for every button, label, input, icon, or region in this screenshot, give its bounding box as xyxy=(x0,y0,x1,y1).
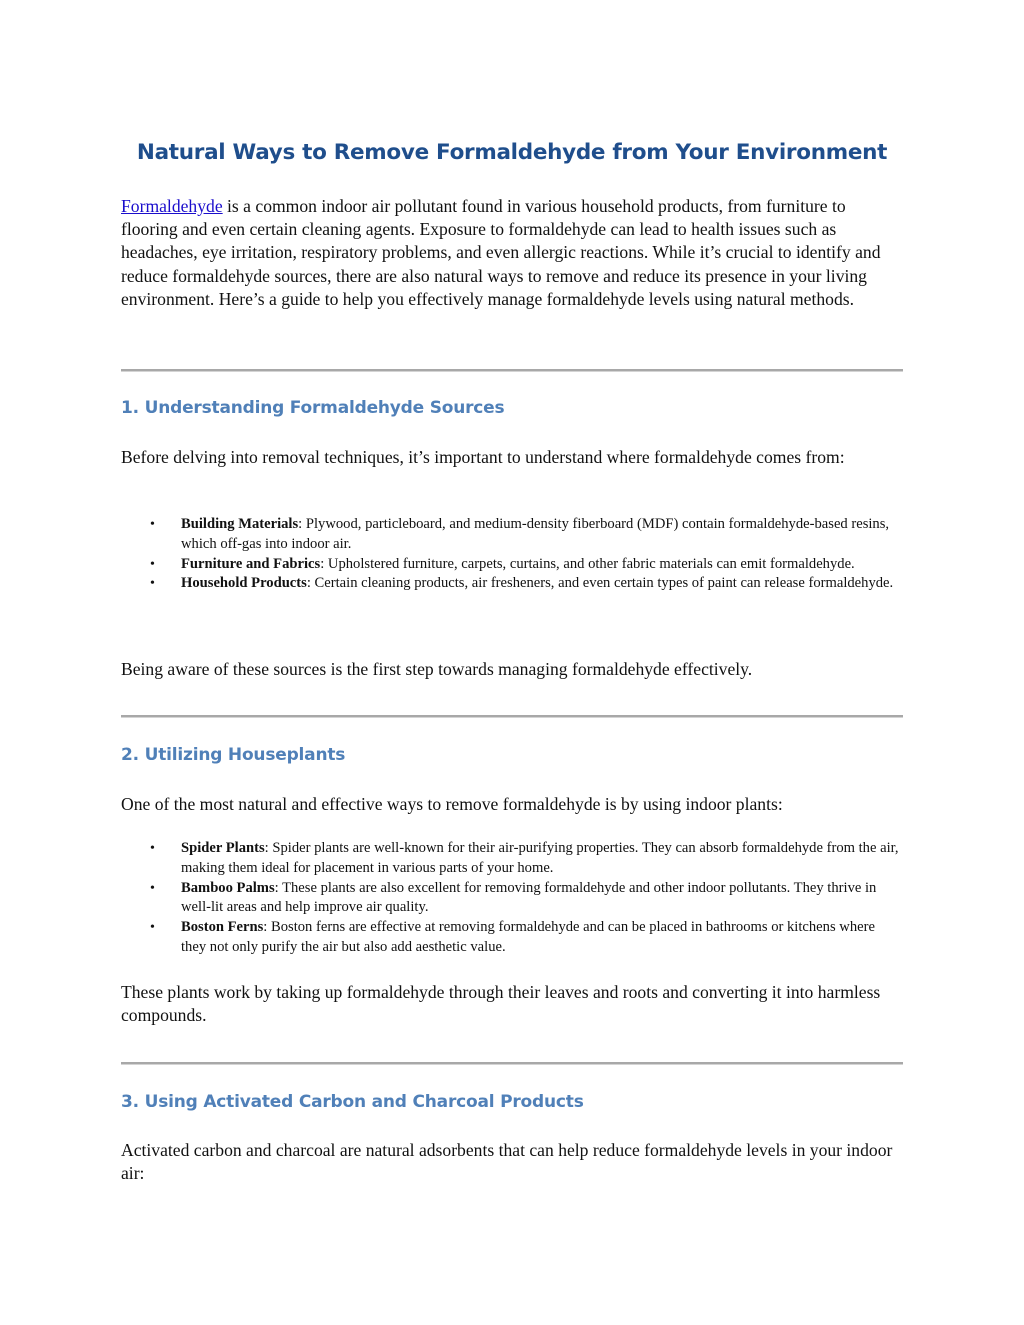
section-heading-carbon: 3. Using Activated Carbon and Charcoal Products xyxy=(121,1092,584,1112)
bullet-icon: • xyxy=(150,576,155,592)
list-item xyxy=(121,918,903,958)
document-title: Natural Ways to Remove Formaldehyde from Your Environment xyxy=(136,140,888,165)
bullet-term: Boston Ferns xyxy=(181,919,264,936)
list-item xyxy=(121,555,903,575)
section-divider xyxy=(121,1062,903,1065)
formaldehyde-link[interactable]: Formaldehyde xyxy=(121,196,223,216)
bullet-term: Bamboo Palms xyxy=(181,879,275,896)
section-closing-sources: Being aware of these sources is the first step towards managing formaldehyde effectively. xyxy=(121,659,753,679)
bullet-text: : Certain cleaning products, air fresheners, and even certain types of paint can release formaldehyde. xyxy=(306,575,894,592)
bullet-text: : These plants are also excellent for removing formaldehyde and other indoor pollutants. They thrive in well-lit areas and help improve air quality. xyxy=(181,879,877,916)
bullet-icon: • xyxy=(150,556,155,572)
bullet-icon: • xyxy=(150,517,155,532)
houseplants-list xyxy=(121,839,903,958)
bullet-term: Spider Plants xyxy=(181,840,265,856)
bullet-icon: • xyxy=(150,880,155,896)
intro-text: is a common indoor air pollutant found in various household products, from furniture to flooring and even certain cleaning agents. Exposure to formaldehyde can lead to health issues such as headaches, eye irritation, respiratory problems, and even allergic reactions. While it’s crucial to identify and reduce formaldehyde sources, there are also natural ways to remove and reduce its presence in your living environment. Here’s a guide to help you effectively manage formaldehyde levels using natural methods. xyxy=(121,196,881,309)
list-item xyxy=(121,574,903,594)
list-item xyxy=(121,515,903,555)
section-divider xyxy=(121,715,903,718)
section-heading-sources: 1. Understanding Formaldehyde Sources xyxy=(121,398,505,418)
bullet-text: : Spider plants are well-known for their air-purifying properties. They can absorb formaldehyde from the air, making them ideal for placement in various parts of your home. xyxy=(181,840,899,876)
sources-list xyxy=(121,515,903,594)
bullet-text: : Boston ferns are effective at removing formaldehyde and can be placed in bathrooms or kitchens where they not only purify the air but also add aesthetic value. xyxy=(181,919,875,955)
bullet-text: : Plywood, particleboard, and medium-density fiberboard (MDF) contain formaldehyde-based resins, which off-gas into indoor air. xyxy=(181,516,890,552)
bullet-term: Furniture and Fabrics xyxy=(181,555,321,572)
list-item xyxy=(121,879,903,919)
section-lead-sources: Before delving into removal techniques, it’s important to understand where formaldehyde comes from: xyxy=(121,447,845,467)
section-lead-carbon: Activated carbon and charcoal are natural adsorbents that can help reduce formaldehyde levels in your indoor air: xyxy=(121,1140,893,1184)
bullet-text: : Upholstered furniture, carpets, curtains, and other fabric materials can emit formaldehyde. xyxy=(320,555,855,572)
section-closing-houseplants: These plants work by taking up formaldehyde through their leaves and roots and converting it into harmless compounds. xyxy=(121,982,881,1026)
bullet-term: Household Products xyxy=(181,575,307,592)
bullet-term: Building Materials xyxy=(181,516,299,532)
section-lead-houseplants: One of the most natural and effective ways to remove formaldehyde is by using indoor plants: xyxy=(121,794,783,814)
intro-paragraph xyxy=(121,195,903,311)
section-heading-houseplants: 2. Utilizing Houseplants xyxy=(121,745,346,765)
list-item xyxy=(121,839,903,879)
bullet-icon: • xyxy=(150,920,155,936)
section-divider xyxy=(121,369,903,372)
bullet-icon: • xyxy=(150,841,155,856)
